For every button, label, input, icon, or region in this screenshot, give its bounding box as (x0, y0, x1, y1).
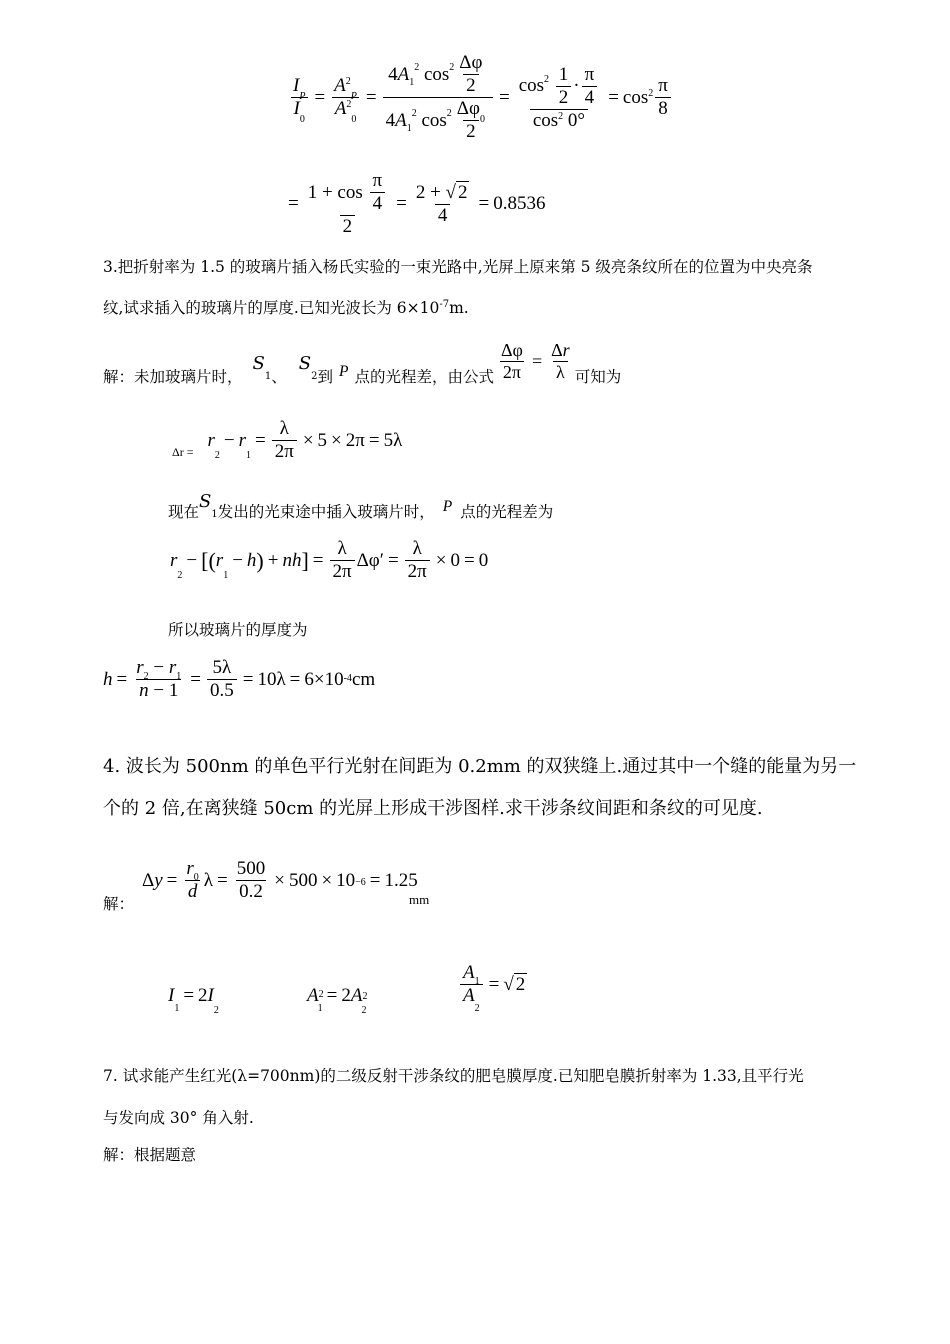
problem-3-now-line (168, 490, 554, 521)
formula-phase-path: $\frac{\Delta\varphi}{2\pi}$ = $\frac{\Delta r}{\lambda}$ (500, 340, 570, 382)
problem-3-line-2 (103, 296, 469, 318)
thickness-exponent: -4 (343, 673, 352, 684)
now-mid: 发出的光束途中插入玻璃片时， (217, 503, 435, 521)
equation-intensity-relation: I 1 = $2I_2$ (168, 985, 219, 1016)
fringe-spacing-unit: mm (409, 892, 430, 907)
fringe-spacing-result: 1.25 (384, 869, 418, 891)
equation-fringe-spacing: Δy = $\frac{r_0}{d}$ λ = $\frac{500}{0.2}$ × 500 × 10−6 = 1.25 (142, 858, 418, 902)
problem-7-solution-label: 解：根据题意 (103, 1146, 197, 1164)
problem-3-unit: m. (449, 299, 469, 317)
thickness-result: 6×10 (304, 668, 344, 690)
equation-path-difference: Δr = $r_2$ − $r_1$ = $\frac{\lambda}{2\pi}$ × 5 × 2π = 5λ (172, 418, 403, 462)
problem-7-line-2: 与发向成 30° 角入射. (103, 1109, 254, 1127)
equation-amplitude-relation: A 2 1 = $2A2_2$ (307, 985, 368, 1016)
problem-3-exponent: -7 (439, 298, 450, 310)
equation-amplitude-ratio: $\frac{A_1}{A_2}$ = √ 2 (458, 962, 527, 1007)
now-prefix: 现在 (168, 503, 200, 521)
separator: 、 (271, 367, 287, 386)
equation-intensity-ratio: $\frac{I_P}{I_0}$ = $\frac{A^2_P}{A^2_0}$ = 4 A 1 2 cos 2 $\frac{\Delta\varphi}{2}$ 4 A 1 2 cos 2 $\frac{\Delta\varphi_0}{2}$ = cos 2 $\frac{1}{2}$ · $\frac{\pi}{4}$ $\cos^2 0^\circ$ = $\cos^2$ $\frac{\pi}{8}$ (288, 52, 673, 143)
problem-3-line-2-text: 纹,试求插入的玻璃片的厚度.已知光波长为 6×10 (103, 299, 440, 317)
symbol-p-now: P (442, 498, 453, 515)
thickness-label: 所以玻璃片的厚度为 (168, 621, 308, 639)
result-value: 0.8536 (493, 193, 546, 214)
equation-thickness: h = $\frac{r_2 - r_1}{n - 1}$ = $\frac{5\lambda}{0.5}$ = 10λ = 6×10 -4 cm (103, 657, 376, 701)
solution-mid: 点的光程差，由公式 (354, 367, 494, 386)
solution-prefix: 解：未加玻璃片时， (103, 367, 243, 386)
equation-intensity-result: = 1 + cos $\frac{\pi}{4}$ 2 = $\frac{2 + √ 2}{4}$ = 0.8536 (288, 170, 546, 237)
now-suffix: 点的光程差为 (460, 503, 554, 521)
equation-optical-path: $r_2$ − [ ( $r_1$ − h ) + nh ] = $\frac{\lambda}{2\pi}$ Δφ′ = $\frac{\lambda}{2\pi}$ × 0 = 0 (170, 538, 489, 582)
symbol-p: P (338, 362, 349, 380)
symbol-s1-now: $S_1$ (199, 490, 218, 520)
symbol-s2: $S_2$ (298, 353, 318, 382)
problem-4-line-1: 4. 波长为 500nm 的单色平行光射在间距为 0.2mm 的双狭缝上.通过其中一个缝的能量为另一 (103, 756, 857, 777)
problem-4-line-2: 个的 2 倍,在离狭缝 50cm 的光屏上形成干涉图样.求干涉条纹间距和条纹的可见度. (103, 798, 763, 819)
problem-3-line-1: 3.把折射率为 1.5 的玻璃片插入杨氏实验的一束光路中,光屏上原来第 5 级亮条纹所在的位置为中央亮条 (103, 258, 813, 276)
problem-7-line-1: 7. 试求能产生红光(λ=700nm)的二级反射干涉条纹的肥皂膜厚度.已知肥皂膜折射率为 1.33,且平行光 (103, 1067, 804, 1085)
thickness-unit: cm (351, 668, 376, 690)
path-difference-result: 5λ (383, 429, 403, 451)
problem-3-solution-line (103, 340, 622, 386)
problem-4-solution-label: 解： (103, 895, 135, 913)
word-to: 到 (317, 367, 333, 386)
symbol-s1: $S_1$ (252, 353, 272, 382)
solution-suffix: 可知为 (574, 367, 622, 386)
